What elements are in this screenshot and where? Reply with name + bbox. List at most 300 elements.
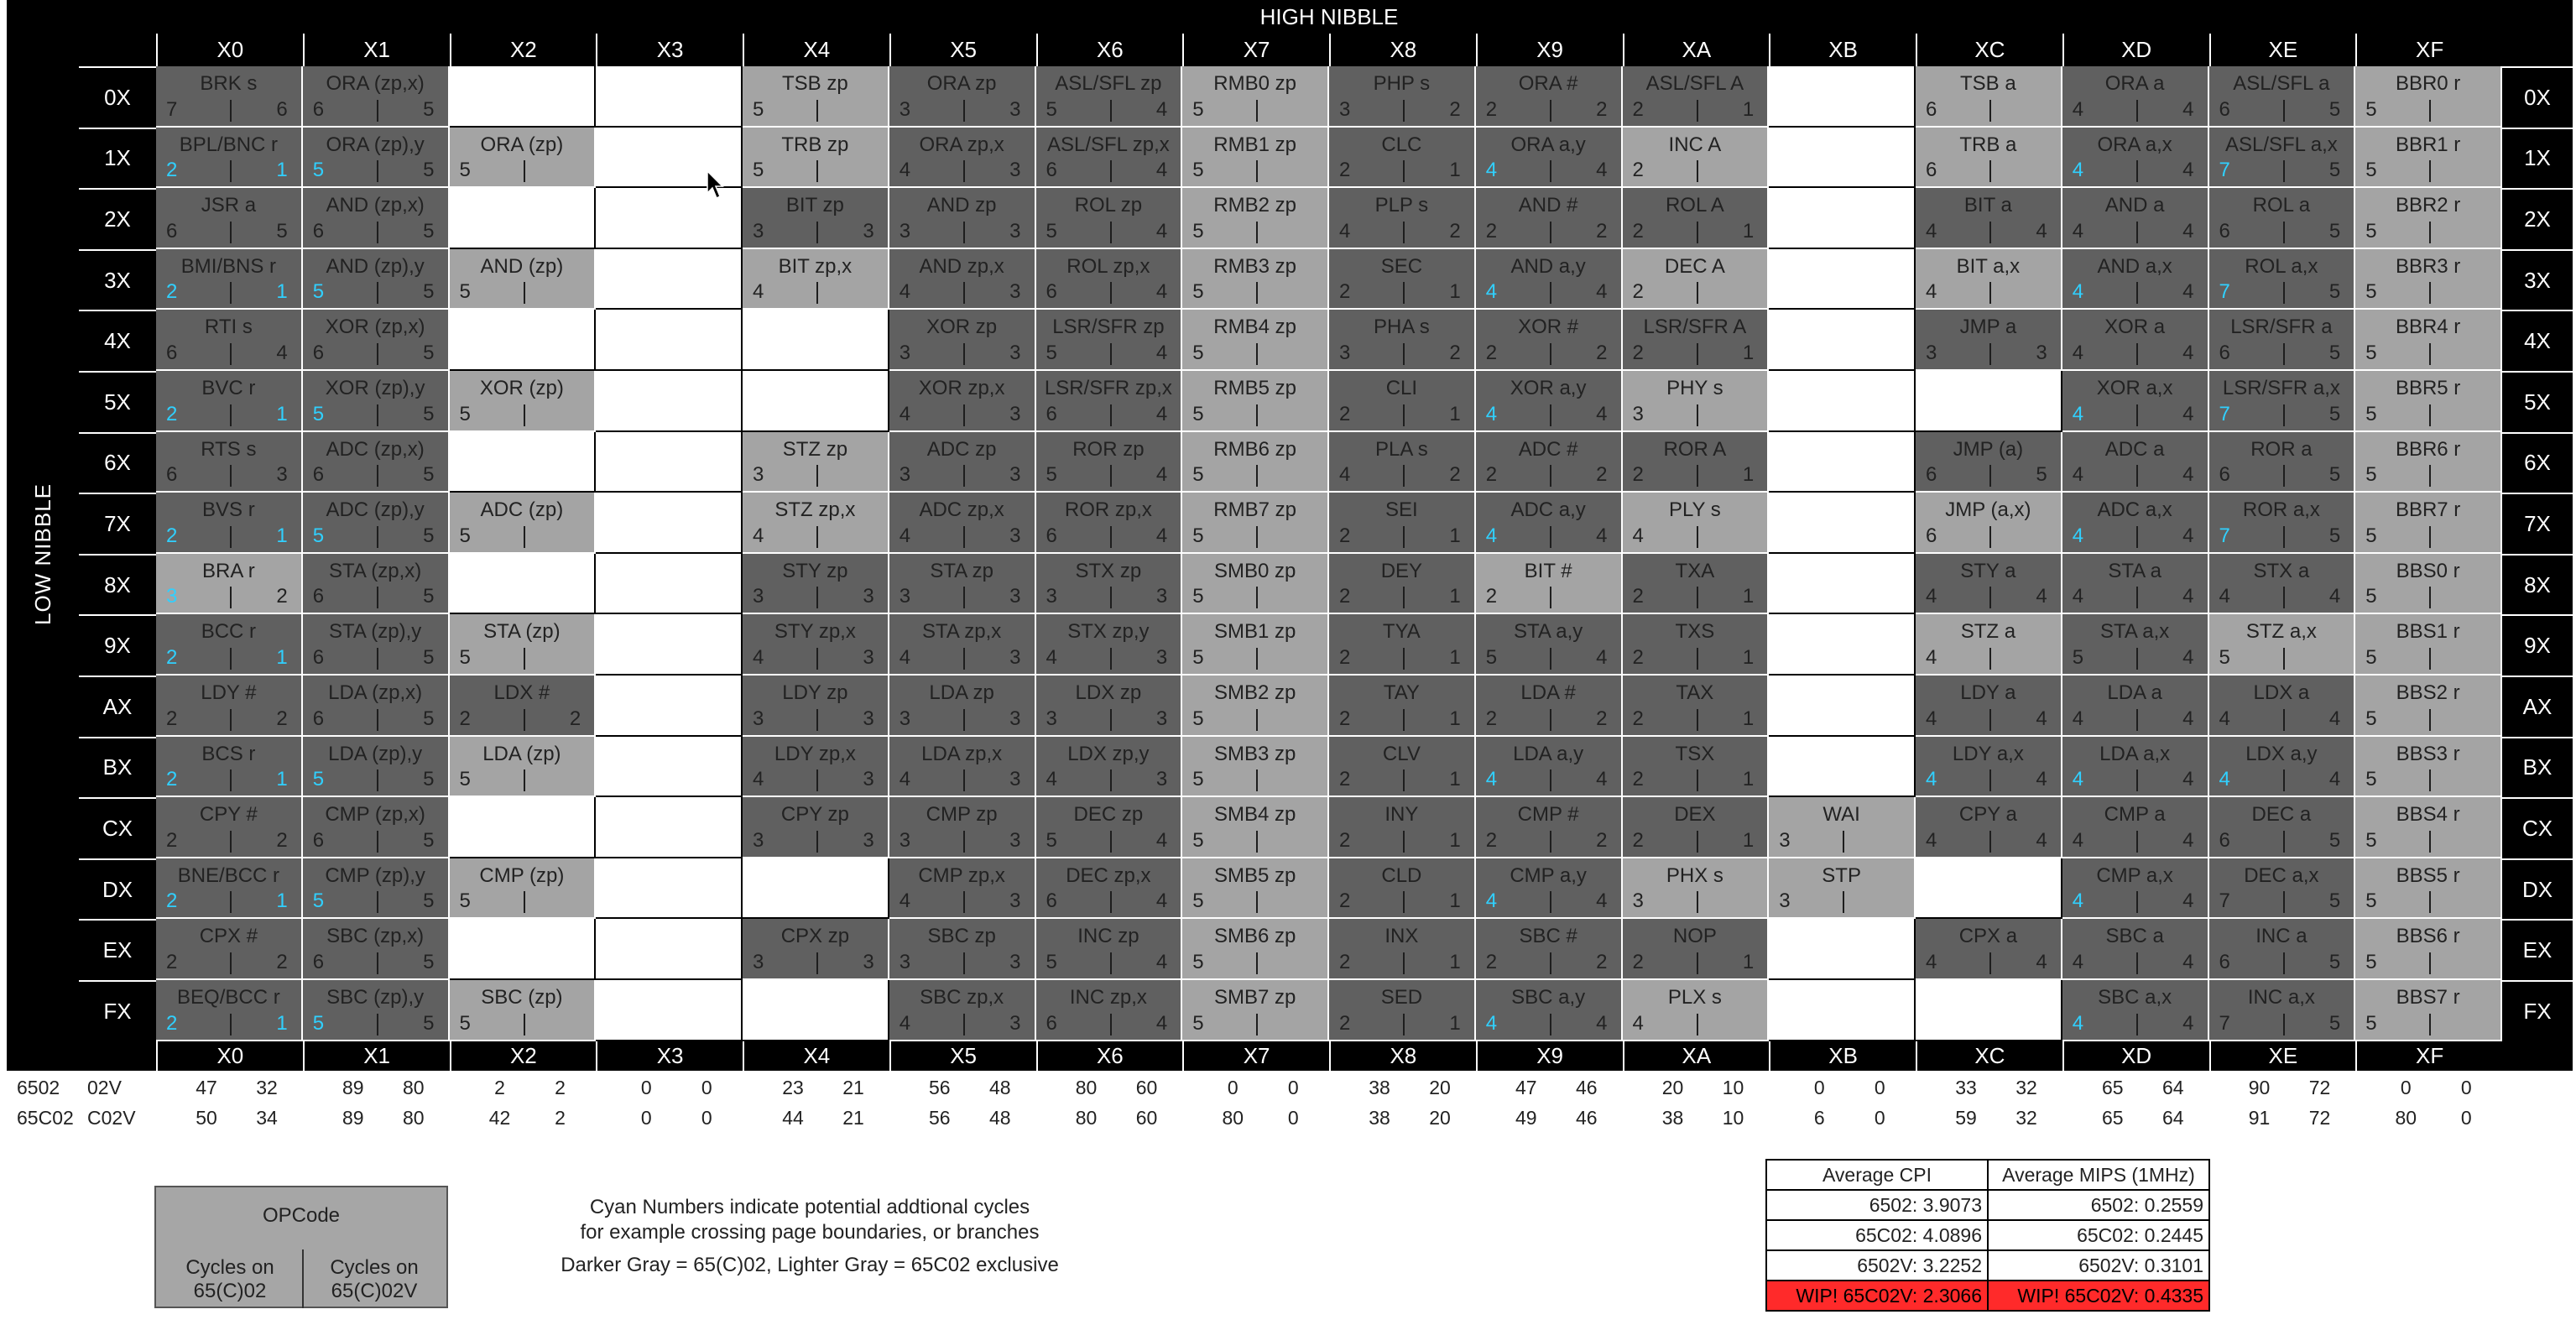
cycles-65c02: 5 xyxy=(1192,219,1204,243)
row-header-left: CX xyxy=(79,797,156,858)
cycles-65c02v: 4 xyxy=(2328,707,2341,730)
stats-count: 89 xyxy=(342,1107,364,1129)
cycles-divider xyxy=(377,769,378,791)
cycles-divider xyxy=(230,587,232,608)
opcode-mnemonic: STA zp xyxy=(930,559,993,582)
cycles-divider xyxy=(1403,465,1405,487)
cycles-65c02v: 5 xyxy=(2328,828,2341,852)
cycles-65c02: 3 xyxy=(753,828,764,852)
stats-count: 0 xyxy=(2460,1077,2472,1098)
opcode-mnemonic: ADC (zp) xyxy=(480,498,564,522)
opcode-cell xyxy=(1182,797,1329,858)
opcode-legend xyxy=(154,1186,448,1308)
cycles-divider xyxy=(963,952,965,974)
empty-opcode-cell xyxy=(1769,66,1916,128)
cycles-65c02: 6 xyxy=(1046,1011,1057,1035)
cycles-divider xyxy=(377,831,378,853)
opcode-mnemonic: INC zp xyxy=(1077,925,1139,948)
cycles-divider xyxy=(2136,404,2138,426)
cycles-divider xyxy=(1697,952,1698,974)
cycles-65c02: 5 xyxy=(2365,219,2377,243)
cycles-divider xyxy=(1256,282,1258,304)
col-header-top: X2 xyxy=(450,34,597,66)
cycles-65c02v: 1 xyxy=(1449,524,1461,547)
opcode-mnemonic: STA (zp) xyxy=(483,620,561,644)
empty-opcode-cell xyxy=(450,919,597,980)
opcode-cell xyxy=(1476,249,1623,310)
cycles-65c02: 2 xyxy=(1632,280,1644,304)
cycles-65c02: 4 xyxy=(753,280,764,304)
opcode-mnemonic: SBC (zp),y xyxy=(326,986,425,1009)
cycles-65c02: 2 xyxy=(1485,341,1498,364)
cycles-65c02v: 4 xyxy=(1155,524,1168,547)
opcode-cell xyxy=(303,614,450,676)
cycles-65c02: 2 xyxy=(1339,280,1351,304)
opcode-mnemonic: CMP (zp,x) xyxy=(325,803,425,827)
stats-cpu-label: 65C02 xyxy=(17,1107,74,1129)
cycles-divider xyxy=(816,648,818,670)
cycles-65c02: 4 xyxy=(1926,645,1937,669)
stats-count: 0 xyxy=(1227,1077,1238,1098)
empty-opcode-cell xyxy=(743,980,889,1041)
opcode-cell xyxy=(2209,614,2356,676)
opcode-mnemonic: SBC zp xyxy=(927,925,996,948)
cycles-divider xyxy=(1697,587,1698,608)
opcode-mnemonic: STY zp,x xyxy=(774,620,856,644)
cycles-divider xyxy=(1403,891,1405,913)
opcode-cell xyxy=(1623,432,1770,493)
cycles-65c02v: 4 xyxy=(2182,889,2194,913)
cycles-65c02: 5 xyxy=(1192,707,1204,730)
opcode-mnemonic: ROL a xyxy=(2252,194,2311,217)
cycles-65c02v: 1 xyxy=(1449,159,1461,182)
cycles-65c02: 3 xyxy=(1046,585,1057,608)
cycles-divider xyxy=(1697,648,1698,670)
bottom-right-corner xyxy=(2502,1041,2573,1071)
opcode-cell xyxy=(889,188,1036,249)
stats-count: 0 xyxy=(701,1107,712,1129)
stats-count: 2 xyxy=(555,1077,566,1098)
cycles-65c02: 3 xyxy=(1779,828,1791,852)
cycles-divider xyxy=(2283,222,2285,243)
cycles-divider xyxy=(963,100,965,122)
row-header-right: 8X xyxy=(2502,554,2573,615)
cycles-65c02v: 3 xyxy=(1009,950,1021,973)
opcode-mnemonic: LSR/SFR zp,x xyxy=(1044,377,1172,399)
cycles-65c02: 6 xyxy=(2219,97,2230,121)
row-header-left: 6X xyxy=(79,432,156,493)
cycles-65c02v: 5 xyxy=(423,828,435,852)
cycles-65c02v: 1 xyxy=(276,889,288,913)
empty-opcode-cell xyxy=(1769,980,1916,1041)
cycles-65c02: 6 xyxy=(312,219,325,243)
opcode-mnemonic: CPX a xyxy=(1958,925,2018,948)
cycles-65c02: 3 xyxy=(1632,402,1644,425)
cycles-65c02: 6 xyxy=(312,828,325,852)
opcode-cell xyxy=(743,249,889,310)
cycles-divider xyxy=(377,648,378,670)
opcode-cell xyxy=(1329,493,1476,554)
cycles-65c02: 6 xyxy=(2219,463,2230,487)
cycles-65c02: 2 xyxy=(1339,402,1351,425)
row-header-right: EX xyxy=(2502,919,2573,980)
opcode-mnemonic: SMB7 zp xyxy=(1213,986,1296,1009)
stats-count: 38 xyxy=(1661,1107,1684,1129)
cycles-65c02: 6 xyxy=(1046,159,1057,182)
cycles-divider xyxy=(1110,891,1112,913)
cycles-65c02: 2 xyxy=(1339,768,1351,791)
opcode-mnemonic: XOR a,y xyxy=(1510,377,1587,399)
cycles-divider xyxy=(1110,952,1112,974)
col-header-top: X4 xyxy=(743,34,889,66)
cycles-65c02: 2 xyxy=(1632,828,1644,852)
cycles-65c02: 7 xyxy=(2219,1011,2230,1035)
cycles-65c02v: 4 xyxy=(1155,219,1168,243)
cycles-divider xyxy=(1550,404,1551,426)
cycles-65c02: 6 xyxy=(1926,463,1937,487)
empty-opcode-cell xyxy=(596,919,743,980)
cycles-divider xyxy=(230,526,232,548)
opcode-cell xyxy=(1182,188,1329,249)
cycles-divider xyxy=(1256,587,1258,608)
col-header-bottom: X4 xyxy=(743,1041,889,1071)
cycles-65c02: 2 xyxy=(1485,828,1498,852)
cycles-65c02: 5 xyxy=(1046,341,1057,364)
opcode-cell xyxy=(156,858,303,920)
stats-count: 0 xyxy=(701,1077,712,1098)
opcode-cell xyxy=(303,310,450,371)
opcode-mnemonic: XOR a xyxy=(2104,316,2166,339)
top-right-corner xyxy=(2502,0,2573,66)
stats-count: 20 xyxy=(1429,1107,1451,1129)
cycles-65c02v: 1 xyxy=(1449,645,1461,669)
opcode-cell xyxy=(156,188,303,249)
opcode-cell xyxy=(1916,188,2062,249)
opcode-mnemonic: BCS r xyxy=(201,742,256,765)
empty-opcode-cell xyxy=(1769,554,1916,615)
cycles-65c02v: 2 xyxy=(1596,707,1608,730)
opcode-cell xyxy=(303,128,450,189)
cycles-divider xyxy=(2429,831,2431,853)
opcode-cell xyxy=(2209,858,2356,920)
cycles-divider xyxy=(1403,1014,1405,1035)
cycles-65c02: 5 xyxy=(2365,97,2377,121)
cycles-65c02: 4 xyxy=(899,159,911,182)
opcode-cell xyxy=(1182,676,1329,737)
row-header-left: 8X xyxy=(79,554,156,615)
stats-count: 50 xyxy=(196,1107,217,1129)
cycles-divider xyxy=(230,769,232,791)
opcode-mnemonic: ADC zp,x xyxy=(919,498,1004,522)
cycles-divider xyxy=(1989,160,1991,182)
cycles-divider xyxy=(2429,891,2431,913)
cycles-65c02v: 3 xyxy=(1009,889,1021,913)
avg-cpi-value: 6502: 3.9073 xyxy=(1766,1190,1988,1220)
cycles-65c02v: 5 xyxy=(2328,402,2341,425)
opcode-cell xyxy=(1916,66,2062,128)
cycles-65c02: 3 xyxy=(1926,341,1937,364)
stats-count: 0 xyxy=(2460,1107,2472,1129)
cycles-divider xyxy=(1110,100,1112,122)
cycles-65c02v: 4 xyxy=(2036,950,2047,973)
opcode-cell xyxy=(1329,310,1476,371)
cycles-65c02v: 2 xyxy=(276,585,288,608)
cycles-65c02: 4 xyxy=(2219,707,2230,730)
cycles-65c02: 5 xyxy=(459,768,471,791)
opcode-cell xyxy=(1182,919,1329,980)
cycles-divider xyxy=(1110,465,1112,487)
opcode-cell xyxy=(1916,919,2062,980)
opcode-mnemonic: SMB4 zp xyxy=(1213,803,1296,827)
cycles-65c02: 5 xyxy=(2365,280,2377,304)
stats-count: 80 xyxy=(1075,1077,1098,1098)
stats-count: 72 xyxy=(2308,1077,2331,1098)
cycles-65c02: 6 xyxy=(2219,341,2230,364)
cycles-divider xyxy=(230,1014,232,1035)
opcode-mnemonic: SEI xyxy=(1385,498,1418,522)
cycles-divider xyxy=(1110,343,1112,365)
opcode-mnemonic: BBR4 r xyxy=(2395,316,2461,339)
cycles-divider xyxy=(816,526,818,548)
opcode-mnemonic: ORA zp,x xyxy=(919,133,1004,156)
opcode-cell xyxy=(1623,858,1770,920)
cycles-65c02v: 5 xyxy=(423,1011,435,1035)
cycles-65c02: 6 xyxy=(1926,159,1937,182)
opcode-cell xyxy=(1329,432,1476,493)
opcode-mnemonic: RMB5 zp xyxy=(1213,377,1296,399)
cycles-65c02v: 4 xyxy=(1155,341,1168,364)
cycles-65c02v: 4 xyxy=(2182,828,2194,852)
cycles-65c02: 3 xyxy=(899,219,911,243)
cycles-65c02v: 5 xyxy=(2036,463,2047,487)
avg-mips-header: Average MIPS (1MHz) xyxy=(1988,1160,2209,1190)
cycles-65c02: 5 xyxy=(753,159,764,182)
col-header-bottom: X2 xyxy=(450,1041,597,1071)
opcode-mnemonic: SBC a,x xyxy=(2098,986,2172,1009)
opcode-cell xyxy=(1476,554,1623,615)
opcode-mnemonic: LDA # xyxy=(1520,681,1576,704)
opcode-mnemonic: LDX a,y xyxy=(2245,742,2318,765)
empty-opcode-cell xyxy=(1769,371,1916,432)
cycles-65c02v: 4 xyxy=(2328,585,2341,608)
cycles-65c02: 4 xyxy=(2219,768,2230,791)
row-header-right: FX xyxy=(2502,980,2573,1041)
opcode-mnemonic: STY zp xyxy=(782,559,848,582)
cycles-65c02v: 3 xyxy=(1009,402,1021,425)
cycles-65c02v: 2 xyxy=(1596,341,1608,364)
cycles-65c02: 5 xyxy=(312,159,325,182)
avg-cpi-header: Average CPI xyxy=(1766,1160,1988,1190)
cycles-65c02: 4 xyxy=(753,524,764,547)
empty-opcode-cell xyxy=(450,432,597,493)
row-header-left: DX xyxy=(79,858,156,920)
cycles-65c02v: 5 xyxy=(2328,463,2341,487)
cycles-65c02: 2 xyxy=(1339,1011,1351,1035)
cycles-divider xyxy=(1110,526,1112,548)
opcode-cell xyxy=(156,797,303,858)
opcode-mnemonic: LDX # xyxy=(493,681,550,704)
stats-count: 80 xyxy=(1222,1107,1244,1129)
opcode-mnemonic: DEX xyxy=(1674,803,1716,827)
cycles-divider xyxy=(1110,404,1112,426)
cycles-65c02: 2 xyxy=(1632,645,1644,669)
cycles-65c02: 4 xyxy=(899,889,911,913)
cycles-divider xyxy=(1697,891,1698,913)
opcode-cell xyxy=(1916,128,2062,189)
stats-count: 0 xyxy=(2400,1077,2412,1098)
cycles-divider xyxy=(1550,465,1551,487)
opcode-mnemonic: BVS r xyxy=(202,498,255,522)
opcode-cell xyxy=(303,919,450,980)
stats-count: 49 xyxy=(1515,1107,1537,1129)
stats-count: 32 xyxy=(2015,1107,2037,1129)
opcode-cell xyxy=(2209,188,2356,249)
cycles-divider xyxy=(1550,222,1551,243)
opcode-cell xyxy=(889,919,1036,980)
opcode-mnemonic: BBS3 r xyxy=(2396,742,2460,765)
cycles-65c02: 4 xyxy=(2072,280,2084,304)
opcode-cell xyxy=(2209,371,2356,432)
opcode-mnemonic: XOR # xyxy=(1518,316,1579,339)
cycles-divider xyxy=(2429,282,2431,304)
opcode-cell xyxy=(156,554,303,615)
legend-opcode-label: OPCode xyxy=(262,1204,341,1227)
opcode-cell xyxy=(2062,737,2209,798)
cycles-65c02v: 4 xyxy=(1596,1011,1608,1035)
opcode-mnemonic: BBS5 r xyxy=(2396,863,2460,887)
cycles-65c02v: 3 xyxy=(863,645,874,669)
cycles-65c02v: 1 xyxy=(1449,1011,1461,1035)
opcode-cell xyxy=(303,980,450,1041)
opcode-mnemonic: AND zp xyxy=(926,194,997,217)
opcode-cell xyxy=(2062,554,2209,615)
cycles-divider xyxy=(1989,222,1991,243)
opcode-cell xyxy=(889,310,1036,371)
cycles-divider xyxy=(2283,465,2285,487)
avg-mips-value: 6502V: 0.3101 xyxy=(1988,1250,2209,1281)
empty-opcode-cell xyxy=(596,432,743,493)
opcode-cell xyxy=(1182,249,1329,310)
cycles-divider xyxy=(1989,648,1991,670)
opcode-cell xyxy=(2062,128,2209,189)
cycles-65c02v: 4 xyxy=(2182,219,2194,243)
opcode-cell xyxy=(1036,66,1183,128)
opcode-cell xyxy=(303,797,450,858)
opcode-cell xyxy=(1623,310,1770,371)
opcode-cell xyxy=(1036,614,1183,676)
opcode-mnemonic: TAY xyxy=(1383,681,1420,704)
cycles-divider xyxy=(2283,526,2285,548)
cycles-65c02: 5 xyxy=(1192,889,1204,913)
cycles-65c02v: 3 xyxy=(1009,159,1021,182)
cycles-65c02: 6 xyxy=(1046,280,1057,304)
cycles-65c02v: 3 xyxy=(2036,341,2047,364)
stats-count: 32 xyxy=(2015,1077,2037,1098)
opcode-cell xyxy=(156,980,303,1041)
cycles-65c02v: 4 xyxy=(1596,768,1608,791)
cycles-65c02v: 1 xyxy=(1742,645,1755,669)
row-header-right: 7X xyxy=(2502,493,2573,554)
cycles-65c02: 3 xyxy=(166,585,178,608)
opcode-mnemonic: INX xyxy=(1384,925,1419,948)
opcode-cell xyxy=(2209,493,2356,554)
opcode-cell xyxy=(1916,676,2062,737)
opcode-cell xyxy=(2355,188,2502,249)
cycles-divider xyxy=(1697,831,1698,853)
cycles-divider xyxy=(816,282,818,304)
opcode-mnemonic: LSR/SFR zp xyxy=(1052,316,1165,339)
opcode-cell xyxy=(1476,737,1623,798)
cycles-65c02: 4 xyxy=(2072,524,2084,547)
cycles-65c02v: 2 xyxy=(276,828,288,852)
cycles-65c02: 2 xyxy=(166,1011,178,1035)
cycles-65c02v: 5 xyxy=(423,889,435,913)
col-header-bottom: X1 xyxy=(303,1041,450,1071)
cycles-65c02v: 6 xyxy=(276,97,288,121)
opcode-mnemonic: STA (zp,x) xyxy=(329,559,422,582)
cycles-65c02: 5 xyxy=(1192,159,1204,182)
col-header-top: X8 xyxy=(1329,34,1476,66)
cycles-divider xyxy=(816,709,818,731)
cycles-divider xyxy=(1989,282,1991,304)
opcode-mnemonic: DEC a,x xyxy=(2244,863,2319,887)
cycles-65c02: 4 xyxy=(1485,159,1498,182)
opcode-cell xyxy=(1036,249,1183,310)
cycles-divider xyxy=(1110,1014,1112,1035)
cycles-65c02: 2 xyxy=(1485,219,1498,243)
opcode-cell xyxy=(1329,371,1476,432)
opcode-mnemonic: STX zp,y xyxy=(1067,620,1150,644)
opcode-mnemonic: LDX a xyxy=(2253,681,2310,704)
opcode-cell xyxy=(2355,249,2502,310)
opcode-cell xyxy=(1623,980,1770,1041)
stats-count: 33 xyxy=(1955,1077,1977,1098)
cycles-divider xyxy=(1550,709,1551,731)
opcode-mnemonic: BBR5 r xyxy=(2395,377,2461,399)
cycles-65c02: 7 xyxy=(2219,159,2230,182)
cycles-65c02: 5 xyxy=(2365,707,2377,730)
opcode-mnemonic: ROR zp,x xyxy=(1064,498,1152,522)
stats-count: 80 xyxy=(2395,1107,2417,1129)
cycles-65c02v: 1 xyxy=(1449,402,1461,425)
cycles-divider xyxy=(1110,831,1112,853)
cycles-65c02: 4 xyxy=(2072,950,2084,973)
cycles-65c02v: 1 xyxy=(1742,585,1755,608)
opcode-cell xyxy=(1182,310,1329,371)
opcode-mnemonic: TSB zp xyxy=(782,72,848,95)
opcode-cell xyxy=(1329,980,1476,1041)
cycles-65c02: 3 xyxy=(899,97,911,121)
cycles-65c02v: 5 xyxy=(423,768,435,791)
cycles-divider xyxy=(1110,282,1112,304)
opcode-cell xyxy=(2209,919,2356,980)
cycles-65c02: 3 xyxy=(1632,889,1644,913)
col-header-bottom: X8 xyxy=(1329,1041,1476,1071)
cycles-divider xyxy=(2429,343,2431,365)
cycles-65c02v: 5 xyxy=(423,219,435,243)
opcode-mnemonic: ASL/SFL a xyxy=(2233,72,2330,95)
cycles-divider xyxy=(1550,282,1551,304)
opcode-cell xyxy=(2209,980,2356,1041)
opcode-mnemonic: CLV xyxy=(1382,742,1421,765)
opcode-mnemonic: CMP (zp),y xyxy=(325,863,425,887)
cycles-65c02: 2 xyxy=(166,645,178,669)
opcode-cell xyxy=(1623,614,1770,676)
cycles-65c02v: 1 xyxy=(1742,768,1755,791)
opcode-mnemonic: SBC (zp) xyxy=(481,986,563,1009)
cycles-divider xyxy=(2283,709,2285,731)
cycles-divider xyxy=(1697,769,1698,791)
